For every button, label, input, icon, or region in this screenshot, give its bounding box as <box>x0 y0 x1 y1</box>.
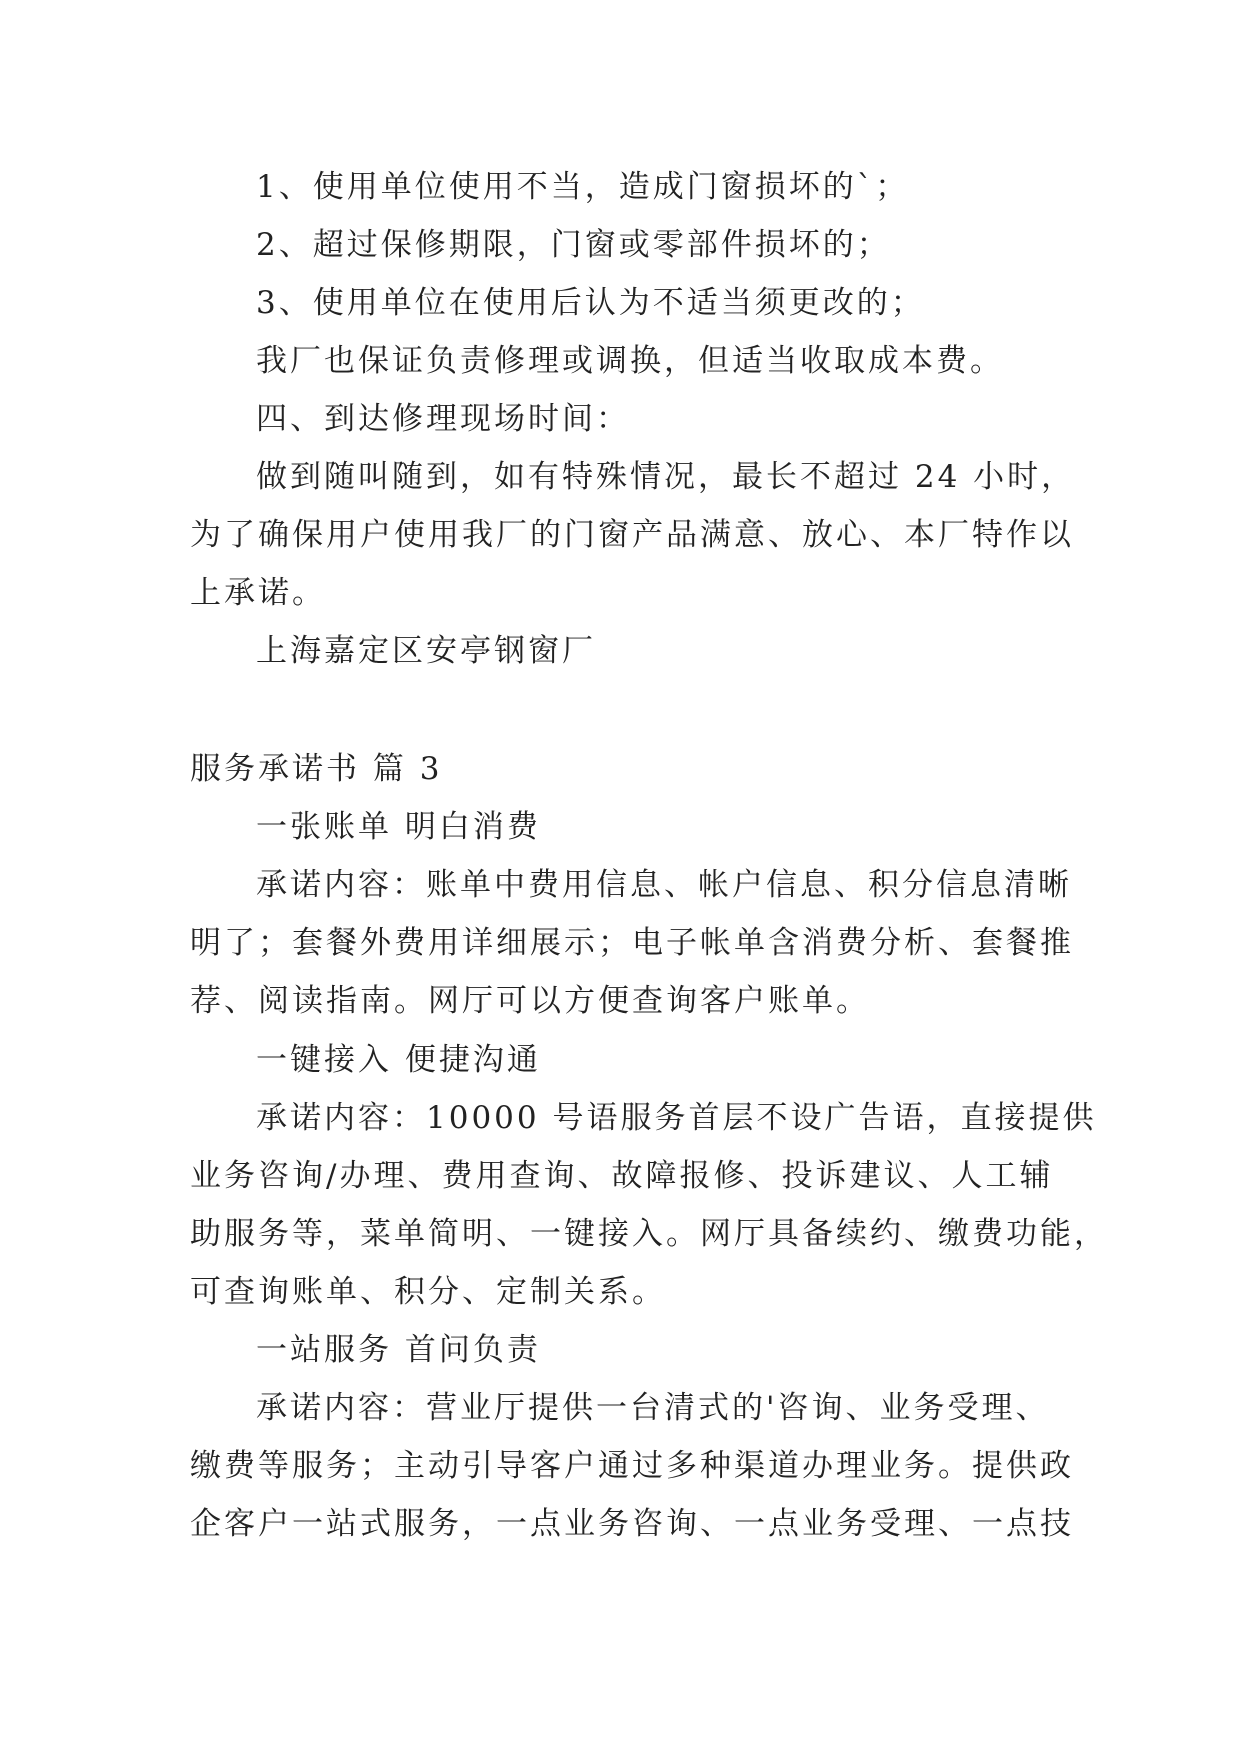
list-item-2: 2、超过保修期限，门窗或零部件损坏的； <box>256 227 891 263</box>
paragraph-line: 企客户一站式服务，一点业务咨询、一点业务受理、一点技 <box>190 1506 1074 1542</box>
paragraph-line: 可查询账单、积分、定制关系。 <box>190 1274 666 1310</box>
paragraph-line: 荐、阅读指南。网厅可以方便查询客户账单。 <box>190 983 870 1019</box>
paragraph-line: 上承诺。 <box>190 575 326 611</box>
list-item-1: 1、使用单位使用不当，造成门窗损坏的`； <box>256 169 910 205</box>
section-heading: 四、到达修理现场时间： <box>256 401 630 437</box>
section-heading: 一站服务 首问负责 <box>256 1332 541 1368</box>
paragraph-line: 业务咨询/办理、费用查询、故障报修、投诉建议、人工辅 <box>190 1158 1054 1194</box>
paragraph-line: 承诺内容：10000 号语服务首层不设广告语，直接提供 <box>256 1100 1097 1136</box>
list-item-3: 3、使用单位在使用后认为不适当须更改的； <box>256 285 925 321</box>
paragraph-line: 明了；套餐外费用详细展示；电子帐单含消费分析、套餐推 <box>190 925 1074 961</box>
signature-line: 上海嘉定区安亭钢窗厂 <box>256 633 596 669</box>
section-heading: 一键接入 便捷沟通 <box>256 1042 541 1078</box>
paragraph-line: 承诺内容：账单中费用信息、帐户信息、积分信息清晰 <box>256 867 1072 903</box>
document-title: 服务承诺书 篇 3 <box>190 751 443 787</box>
paragraph-line: 我厂也保证负责修理或调换，但适当收取成本费。 <box>256 343 1004 379</box>
paragraph-line: 为了确保用户使用我厂的门窗产品满意、放心、本厂特作以 <box>190 517 1074 553</box>
section-heading: 一张账单 明白消费 <box>256 809 541 845</box>
paragraph-line: 缴费等服务；主动引导客户通过多种渠道办理业务。提供政 <box>190 1448 1074 1484</box>
paragraph-line: 做到随叫随到，如有特殊情况，最长不超过 24 小时， <box>256 459 1076 495</box>
paragraph-line: 助服务等，菜单简明、一键接入。网厅具备续约、缴费功能， <box>190 1216 1108 1252</box>
paragraph-line: 承诺内容：营业厅提供一台清式的'咨询、业务受理、 <box>256 1390 1050 1426</box>
